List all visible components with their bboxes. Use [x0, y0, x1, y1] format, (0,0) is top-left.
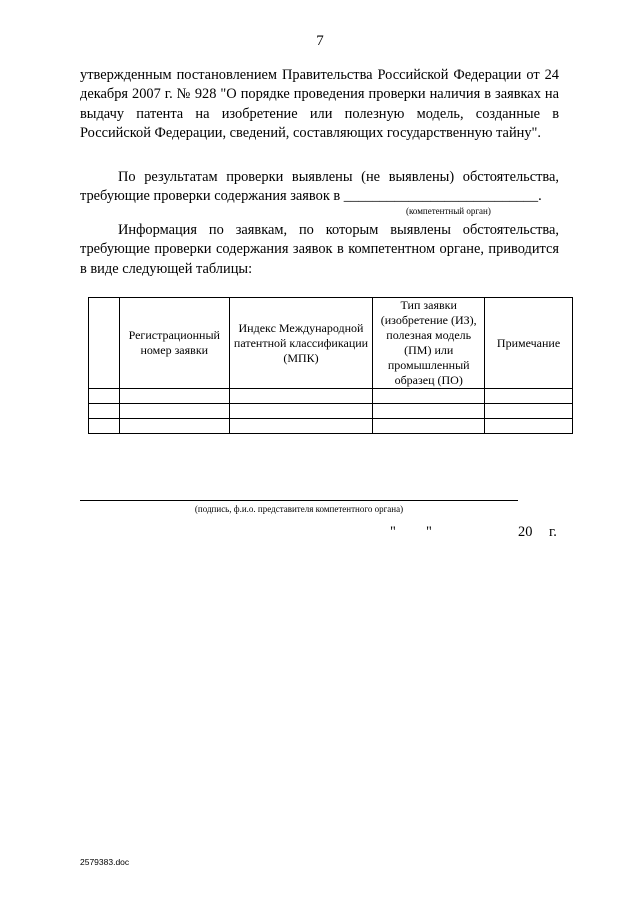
table-cell	[119, 404, 229, 419]
document-filename: 2579383.doc	[80, 857, 130, 867]
table-cell	[229, 389, 373, 404]
table-cell	[373, 419, 485, 434]
column-header-note: Примечание	[485, 298, 573, 389]
column-header-ipc-index: Индекс Международной патентной классификации (МПК)	[229, 298, 373, 389]
table-row	[89, 389, 573, 404]
table-cell	[229, 419, 373, 434]
paragraph-inspection-result: По результатам проверки выявлены (не выявлены) обстоятельства, требующие проверки содержания заявок в ___________________________.	[80, 169, 559, 205]
date-year-prefix: 20	[518, 524, 533, 540]
table-cell	[89, 419, 120, 434]
column-header-application-type: Тип заявки (изобретение (ИЗ), полезная модель (ПМ) или промышленный образец (ПО)	[373, 298, 485, 389]
table-cell	[373, 404, 485, 419]
table-cell	[119, 419, 229, 434]
paragraph-resolution-reference: утвержденным постановлением Правительства Российской Федерации от 24 декабря 2007 г. № 928 "О порядке проведения проверки наличия в заявках на выдачу патента на изобретение или полезную модель, созданные в Российской Федерации, сведений, составляющих государственную тайну".	[80, 67, 559, 142]
applications-table	[88, 297, 573, 434]
table-row	[89, 404, 573, 419]
signature-line	[80, 500, 518, 501]
table-cell	[485, 404, 573, 419]
signature-caption: (подпись, ф.и.о. представителя компетентного органа)	[194, 504, 404, 514]
date-quote-open: "	[390, 524, 396, 540]
date-year-suffix: г.	[549, 524, 557, 540]
table-cell	[89, 404, 120, 419]
table-row	[89, 419, 573, 434]
column-header-reg-number: Регистрационный номер заявки	[119, 298, 229, 389]
paragraph-table-intro: Информация по заявкам, по которым выявлены обстоятельства, требующие проверки содержания заявок в компетентном органе, приводится в виде следующей таблицы:	[80, 222, 559, 277]
table-header-row	[89, 298, 573, 389]
table-cell	[485, 419, 573, 434]
table-cell	[229, 404, 373, 419]
table-cell	[119, 389, 229, 404]
date-quote-close: "	[426, 524, 432, 540]
column-header-index	[89, 298, 120, 389]
competent-authority-caption: (компетентный орган)	[406, 206, 491, 216]
table-cell	[373, 389, 485, 404]
table-cell	[89, 389, 120, 404]
table-cell	[485, 389, 573, 404]
page-number: 7	[316, 33, 324, 49]
